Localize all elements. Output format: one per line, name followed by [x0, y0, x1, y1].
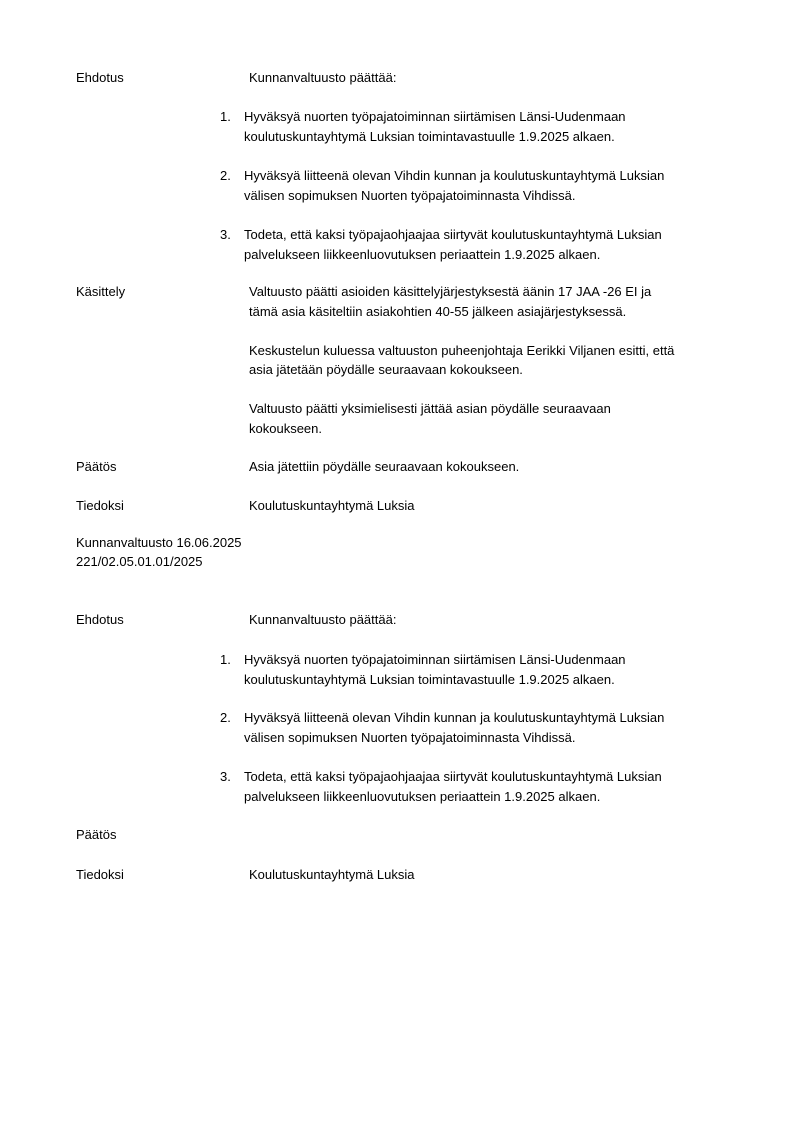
- list-item-line: Hyväksyä liitteenä olevan Vihdin kunnan ja koulutuskuntayhtymä Luksian: [244, 168, 665, 183]
- list-item-number: 1.: [220, 652, 231, 667]
- list-item-number: 2.: [220, 168, 231, 183]
- list-item-line: palvelukseen liikkeenluovutuksen periaattein 1.9.2025 alkaen.: [244, 789, 601, 804]
- kasittely-text: asia jätetään pöydälle seuraavaan kokoukseen.: [249, 362, 523, 377]
- list-item-line: välisen sopimuksen Nuorten työpajatoiminnasta Vihdissä.: [244, 730, 576, 745]
- kasittely-text: Valtuusto päätti asioiden käsittelyjärjestyksestä äänin 17 JAA -26 EI ja: [249, 284, 652, 299]
- meeting-reference: 221/02.05.01.01/2025: [76, 554, 203, 569]
- paatos-text: Asia jätettiin pöydälle seuraavaan kokoukseen.: [249, 459, 520, 474]
- list-item-number: 3.: [220, 227, 231, 242]
- list-item-line: koulutuskuntayhtymä Luksian toimintavastuulle 1.9.2025 alkaen.: [244, 672, 615, 687]
- kasittely-text: kokoukseen.: [249, 421, 322, 436]
- ehdotus-intro: Kunnanvaltuusto päättää:: [249, 70, 397, 85]
- ehdotus-label: Ehdotus: [76, 70, 124, 85]
- kasittely-label: Käsittely: [76, 284, 126, 299]
- tiedoksi-label: Tiedoksi: [76, 867, 124, 882]
- meeting-title: Kunnanvaltuusto 16.06.2025: [76, 535, 242, 550]
- list-item-number: 1.: [220, 109, 231, 124]
- list-item-line: Todeta, että kaksi työpajaohjaajaa siirtyvät koulutuskuntayhtymä Luksian: [244, 227, 662, 242]
- tiedoksi-text: Koulutuskuntayhtymä Luksia: [249, 498, 415, 513]
- tiedoksi-text: Koulutuskuntayhtymä Luksia: [249, 867, 415, 882]
- tiedoksi-label: Tiedoksi: [76, 498, 124, 513]
- paatos-label: Päätös: [76, 827, 117, 842]
- list-item-line: Todeta, että kaksi työpajaohjaajaa siirtyvät koulutuskuntayhtymä Luksian: [244, 769, 662, 784]
- kasittely-text: tämä asia käsiteltiin asiakohtien 40-55 jälkeen asiajärjestyksessä.: [249, 304, 627, 319]
- kasittely-text: Valtuusto päätti yksimielisesti jättää asian pöydälle seuraavaan: [249, 401, 611, 416]
- ehdotus-intro: Kunnanvaltuusto päättää:: [249, 612, 397, 627]
- list-item-line: Hyväksyä liitteenä olevan Vihdin kunnan ja koulutuskuntayhtymä Luksian: [244, 710, 665, 725]
- paatos-label: Päätös: [76, 459, 117, 474]
- ehdotus-label: Ehdotus: [76, 612, 124, 627]
- list-item-line: palvelukseen liikkeenluovutuksen periaattein 1.9.2025 alkaen.: [244, 247, 601, 262]
- list-item-line: Hyväksyä nuorten työpajatoiminnan siirtämisen Länsi-Uudenmaan: [244, 109, 626, 124]
- list-item-number: 3.: [220, 769, 231, 784]
- list-item-line: koulutuskuntayhtymä Luksian toimintavastuulle 1.9.2025 alkaen.: [244, 129, 615, 144]
- kasittely-text: Keskustelun kuluessa valtuuston puheenjohtaja Eerikki Viljanen esitti, että: [249, 343, 675, 358]
- list-item-line: välisen sopimuksen Nuorten työpajatoiminnasta Vihdissä.: [244, 188, 576, 203]
- list-item-number: 2.: [220, 710, 231, 725]
- list-item-line: Hyväksyä nuorten työpajatoiminnan siirtämisen Länsi-Uudenmaan: [244, 652, 626, 667]
